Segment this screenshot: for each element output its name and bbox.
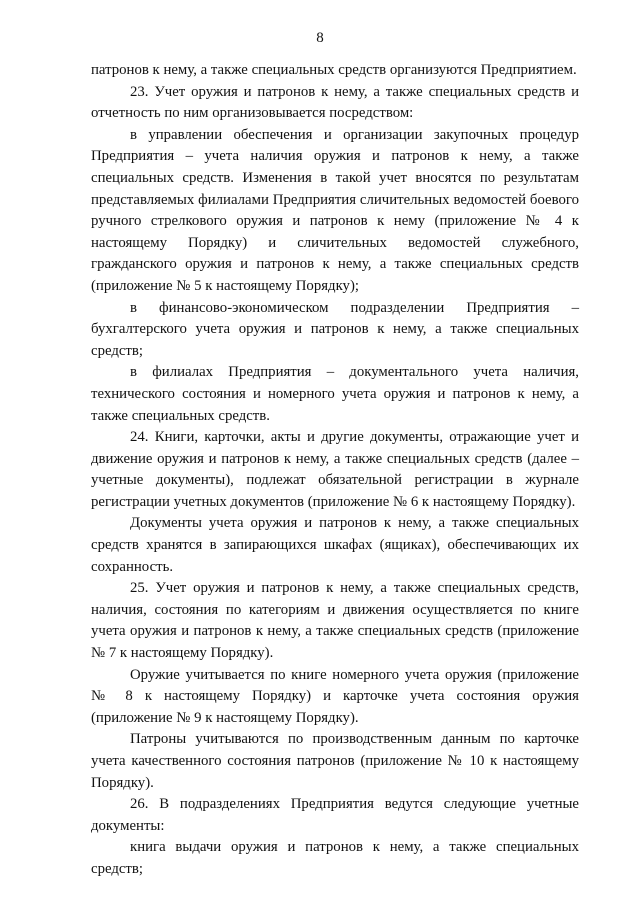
- paragraph: в филиалах Предприятия – документального учета наличия, технического состояния и номерного учета оружия и патронов к нему, а также специальных средств.: [91, 364, 579, 424]
- page-number: 8: [316, 30, 324, 46]
- paragraph: 25. Учет оружия и патронов к нему, а также специальных средств, наличия, состояния по категориям и движения осуществляется по книге учета оружия и патронов к нему, а также специальных средств (приложение № 7 к настоящему Порядку).: [91, 580, 579, 662]
- paragraph: в финансово-экономическом подразделении Предприятия – бухгалтерского учета оружия и патронов к нему, а также специальных средств;: [91, 299, 579, 359]
- paragraph: книга выдачи оружия и патронов к нему, а также специальных средств;: [91, 839, 579, 877]
- document-body: [91, 60, 579, 881]
- paragraph: 23. Учет оружия и патронов к нему, а также специальных средств и отчетность по ним организовывается посредством:: [91, 83, 579, 122]
- paragraph: в управлении обеспечения и организации закупочных процедур Предприятия – учета наличия оружия и патронов к нему, а также специальных средств. Изменения в такой учет вносятся по результатам представляемых филиалами Предприятия сличительных ведомостей боевого ручного стрелкового оружия и патронов к нему (приложение № 4 к настоящему Порядку) и сличительных ведомостей служебного, гражданского оружия и патронов к нему, а также специальных средств (приложение № 5 к настоящему Порядку);: [91, 126, 579, 294]
- paragraph: 24. Книги, карточки, акты и другие документы, отражающие учет и движение оружия и патронов к нему, а также специальных средств (далее – учетные документы), подлежат обязательной регистрации в журнале регистрации учетных документов (приложение № 6 к настоящему Порядку).: [91, 429, 579, 510]
- paragraph: Патроны учитываются по производственным данным по карточке учета качественного состояния патронов (приложение № 10 к настоящему Порядку).: [91, 731, 579, 791]
- paragraph: 26. В подразделениях Предприятия ведутся следующие учетные документы:: [91, 796, 579, 834]
- paragraph: Документы учета оружия и патронов к нему, а также специальных средств хранятся в запирающихся шкафах (ящиках), обеспечивающих их сохранность.: [91, 515, 579, 575]
- paragraph: патронов к нему, а также специальных средств организуются Предприятием.: [91, 62, 577, 78]
- paragraph: Оружие учитывается по книге номерного учета оружия (приложение № 8 к настоящему Порядку) и карточке учета состояния оружия (приложение № 9 к настоящему Порядку).: [91, 666, 579, 726]
